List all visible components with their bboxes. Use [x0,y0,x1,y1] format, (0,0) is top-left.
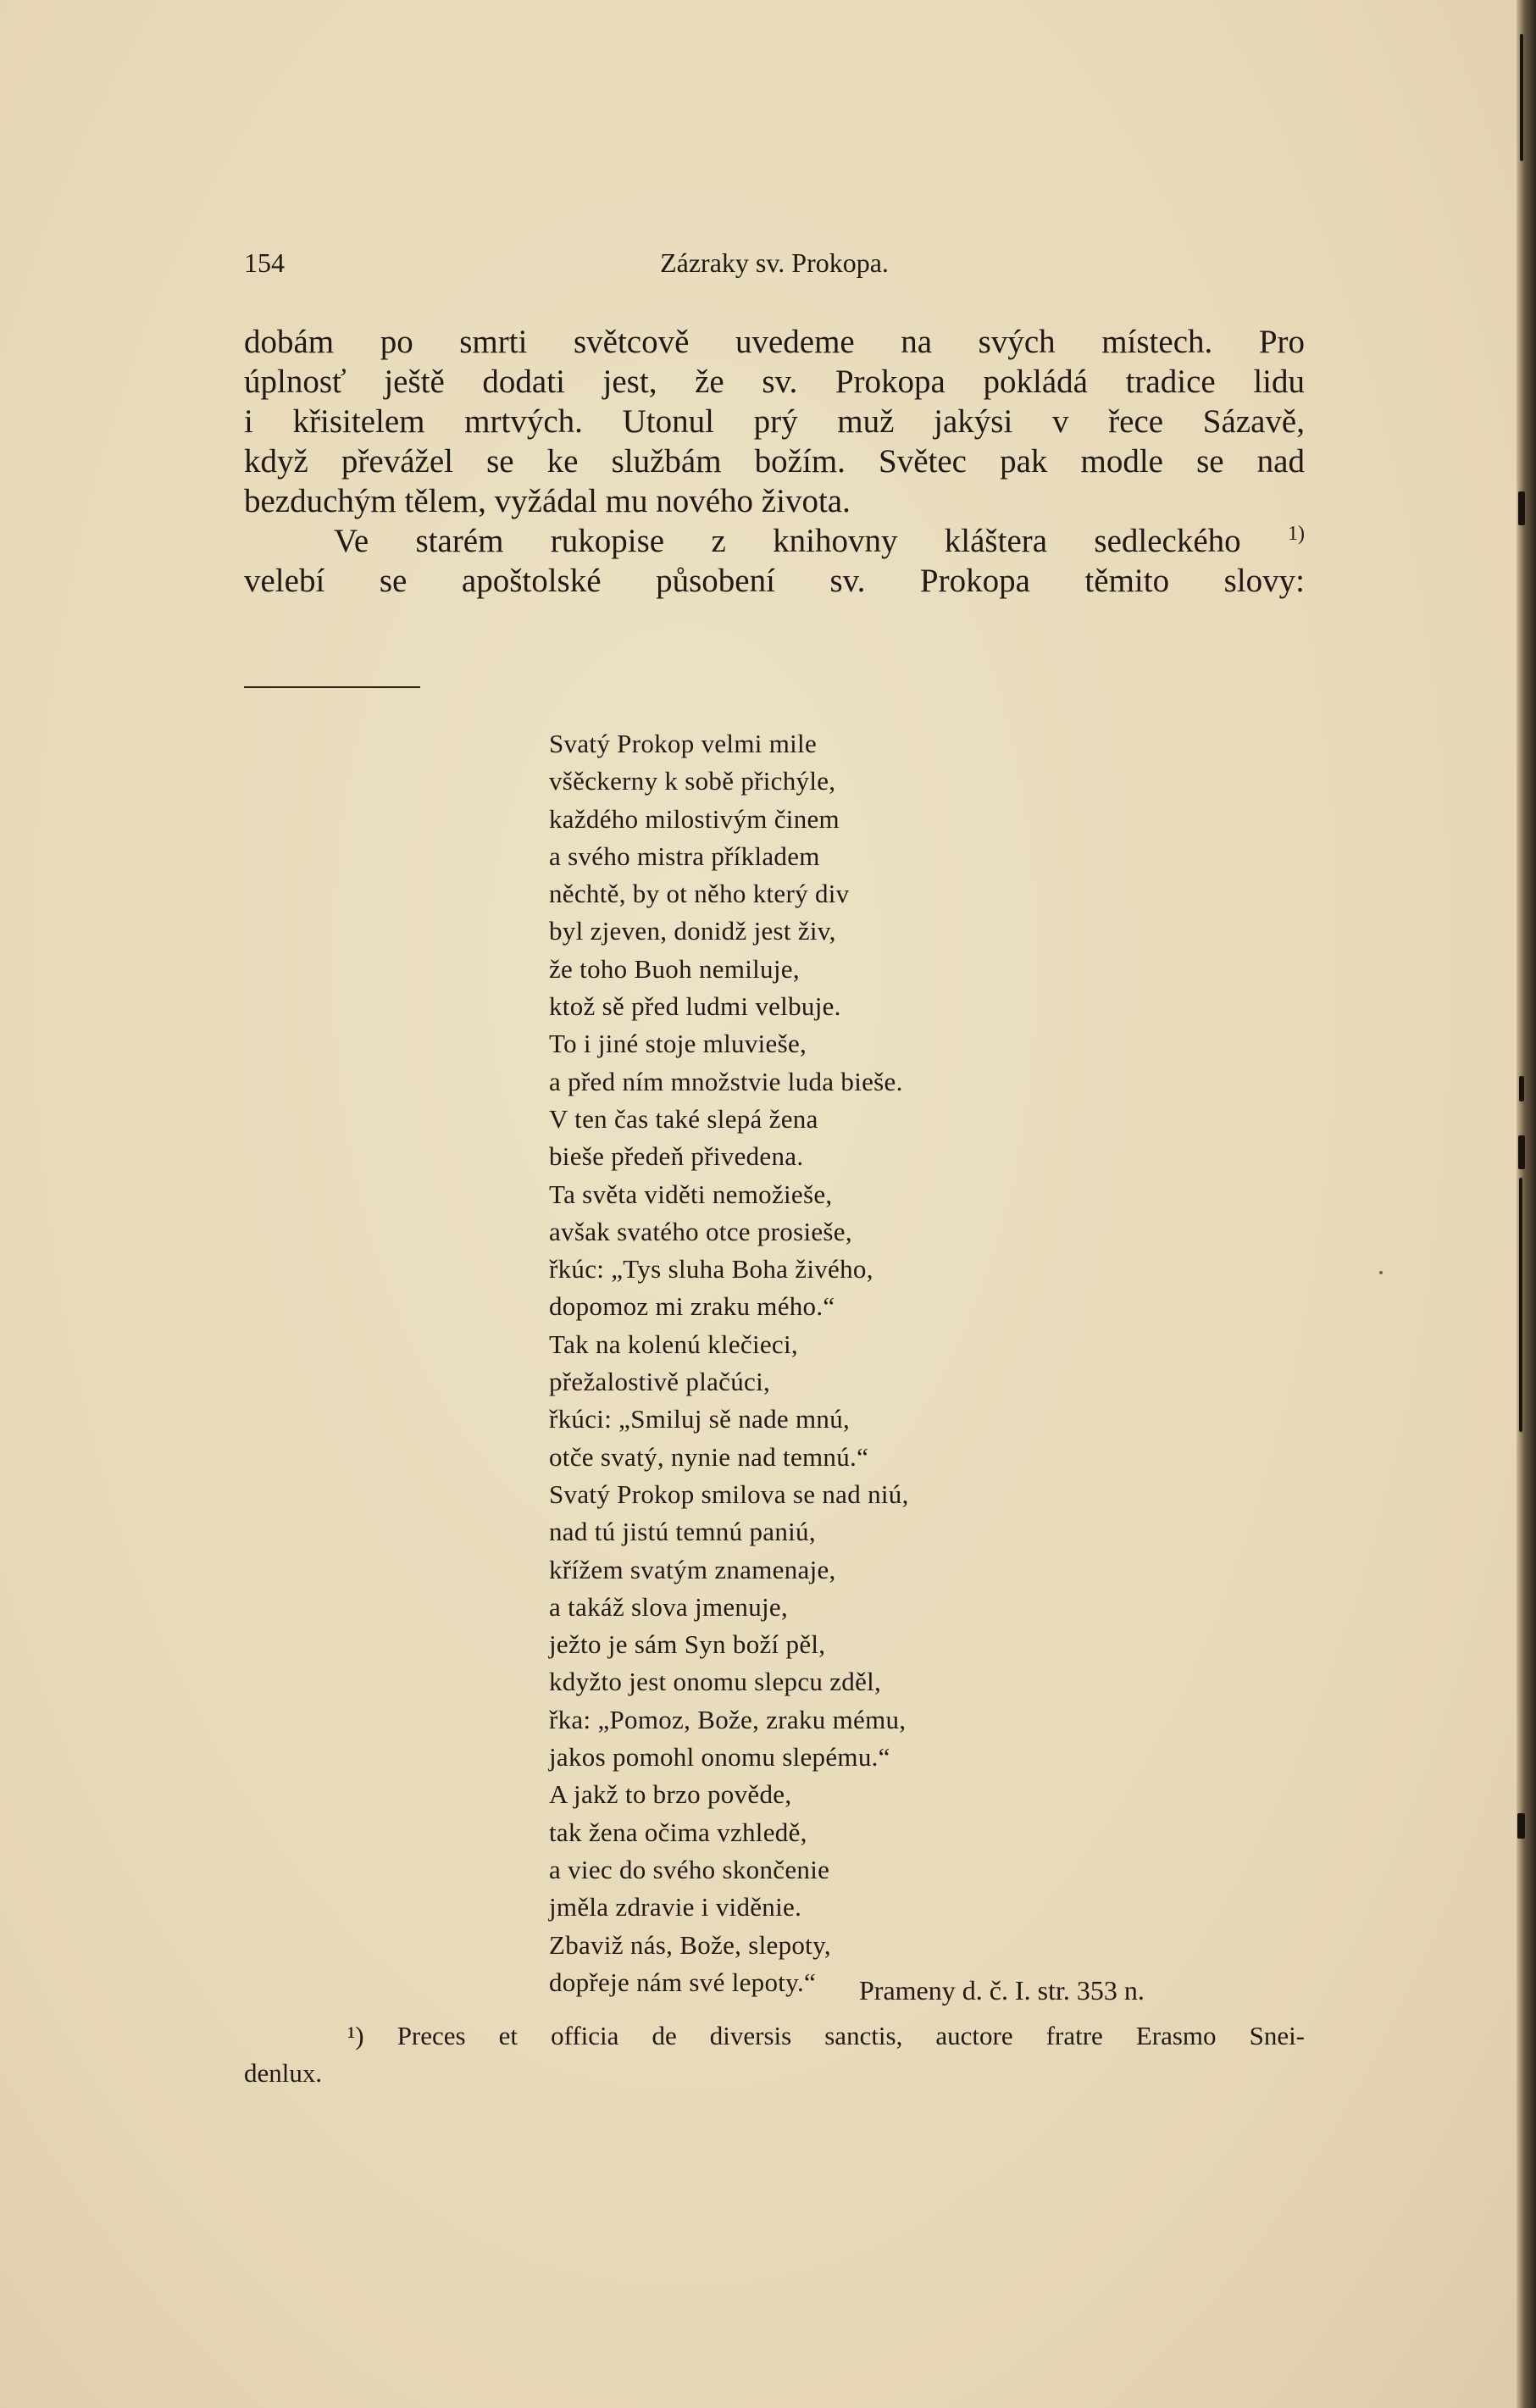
poem-line: a svého mistra příkladem [549,841,820,871]
footnote-reference: 1) [1288,523,1305,545]
poem-line: Tak na kolenú klečieci, [549,1329,798,1359]
poem-line: dopřeje nám své lepoty.“ [549,1967,817,1997]
paragraph-text: Ve starém rukopise z knihovny kláštera sedleckého [334,523,1241,559]
edge-mark [1520,34,1523,161]
paragraph-line [244,521,1305,561]
paragraph-line: dobám po smrti světcově uvedeme na svých místech. Pro [244,324,1305,360]
poem-line: kdyžto jest onomu slepcu zděl, [549,1667,882,1697]
poem-line: Svatý Prokop smilova se nad niú, [549,1479,909,1509]
poem-line: a viec do svého skončenie [549,1854,830,1884]
paragraph-line: když převážel se ke službám božím. Světec pak modle se nad [244,443,1305,480]
poem-line: avšak svatého otce prosieše, [549,1216,852,1246]
poem-line: dopomoz mi zraku mého.“ [549,1291,835,1322]
poem-line: každého milostivým činem [549,803,840,834]
poem-line: Zbaviž nás, Bože, slepoty, [549,1929,831,1960]
poem-line: jměla zdravie i viděnie. [549,1892,802,1923]
poem-line: něchtě, by ot něho který div [549,879,850,909]
poem-line: ktož sě před ludmi velbuje. [549,991,841,1022]
poem-line: a takáž slova jmenuje, [549,1591,789,1622]
paragraph-line: úplnosť ještě dodati jest, že sv. Prokopa pokládá tradice lidu [244,363,1305,400]
paragraph-line: i křisitelem mrtvých. Utonul prý muž jakýsi v řece Sázavě, [244,403,1305,440]
poem-line: řkúc: „Tys sluha Boha živého, [549,1254,873,1284]
poem-line: A jakž to brzo pověde, [549,1779,792,1810]
edge-mark [1519,1178,1522,1432]
page-header [244,246,1305,280]
section-rule [244,686,420,688]
poem-line: řkúci: „Smiluj sě nade mnú, [549,1404,851,1434]
poem-line: ježto je sám Syn boží pěl, [549,1629,826,1660]
running-title: Zázraky sv. Prokopa. [660,247,889,278]
poem-block [549,725,1193,2001]
poem-line: Ta světa viděti nemožieše, [549,1179,833,1209]
edge-mark [1517,1813,1525,1839]
paragraph-line: velebí se apoštolské působení sv. Prokopa těmito slovy: [244,563,1305,599]
paper-speck [1379,1271,1383,1274]
footnote-marker: ¹) [347,2021,364,2050]
poem-line: křížem svatým znamenaje, [549,1554,836,1584]
poem-line: byl zjeven, donidž jest živ, [549,916,836,946]
poem-line: bieše předeň přivedena. [549,1141,804,1172]
edge-mark [1518,1135,1525,1169]
poem-line: všěckerny k sobě přichýle, [549,766,836,796]
poem-line: nad tú jistú temnú paniú, [549,1517,816,1547]
poem-line: Svatý Prokop velmi mile [549,729,818,758]
footnote [244,2017,1305,2092]
poem-line: To i jiné stoje mluvieše, [549,1029,807,1059]
poem-line: přežalostivě plačúci, [549,1367,771,1397]
paragraph-line: bezduchým tělem, vyžádal mu nového života. [244,483,851,519]
footnote-text: Preces et officia de diversis sanctis, auctore fratre Erasmo Snei- [396,2021,1306,2050]
poem-source-citation: Prameny d. č. I. str. 353 n. [859,1975,1145,2006]
poem-line: tak žena očima vzhledě, [549,1817,807,1847]
page-edge [1517,0,1536,2408]
poem-line: jakos pomohl onomu slepému.“ [549,1742,890,1773]
body-text [244,322,1305,601]
edge-mark [1519,1076,1524,1101]
edge-mark [1518,491,1525,525]
poem-line: že toho Buoh nemiluje, [549,953,800,984]
poem-line: otče svatý, nynie nad temnú.“ [549,1441,869,1472]
poem-line: a před ním množstvie luda bieše. [549,1066,903,1096]
page-number: 154 [244,247,285,278]
poem-line: V ten čas také slepá žena [549,1103,818,1134]
footnote-line: denlux. [244,2058,323,2088]
footnote-line [244,2017,1305,2055]
poem-line: řka: „Pomoz, Bože, zraku mému, [549,1704,907,1734]
